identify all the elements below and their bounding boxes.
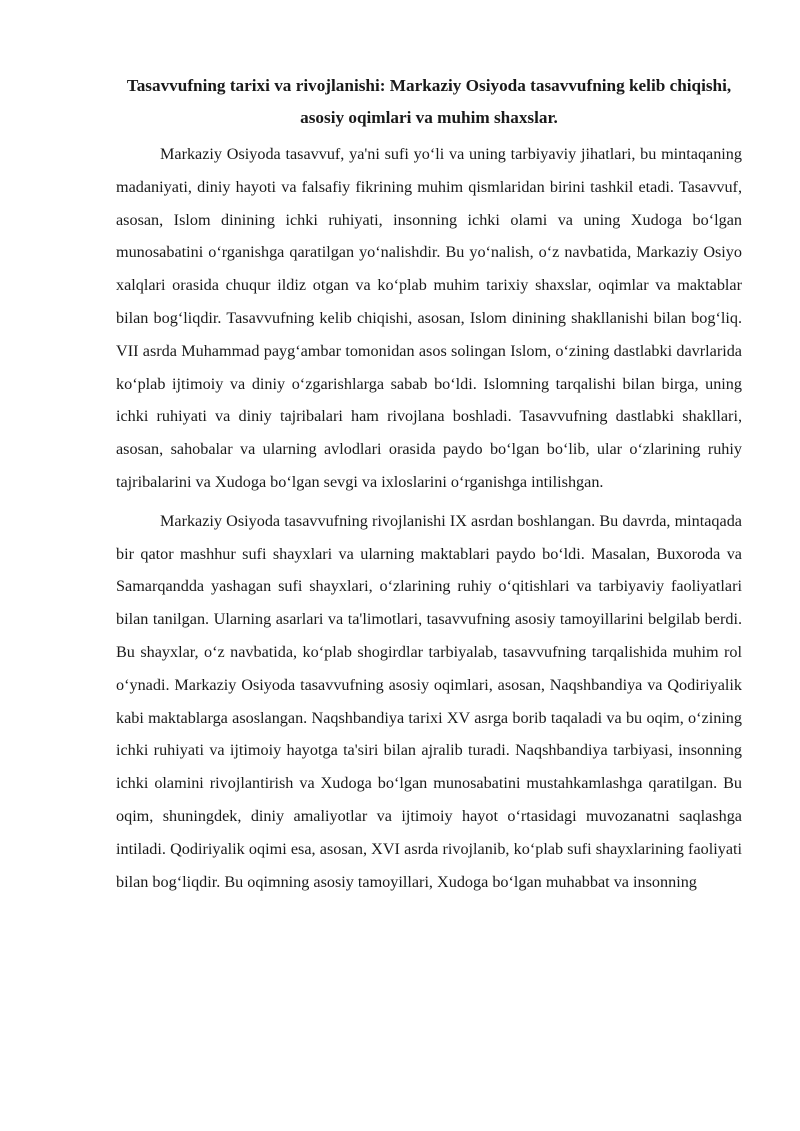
document-page	[116, 70, 742, 904]
paragraph-1: Markaziy Osiyoda tasavvuf, ya'ni sufi yo‘li va uning tarbiyaviy jihatlari, bu mintaqaning madaniyati, diniy hayoti va falsafiy fikrining muhim qismlaridan birini tashkil etadi. Tasavvuf, asosan, Islom dinining ichki ruhiyati, insonning ichki olami va uning Xudoga bo‘lgan munosabatini o‘rganishga qaratilgan yo‘nalishdir. Bu yo‘nalish, o‘z navbatida, Markaziy Osiyo xalqlari orasida chuqur ildiz otgan va ko‘plab muhim tarixiy shaxslar, oqimlar va maktablar bilan bog‘liqdir. Tasavvufning kelib chiqishi, asosan, Islom dinining shakllanishi bilan bog‘liq. VII asrda Muhammad payg‘ambar tomonidan asos solingan Islom, o‘zining dastlabki davrlarida ko‘plab ijtimoiy va diniy o‘zgarishlarga sabab bo‘ldi. Islomning tarqalishi bilan birga, uning ichki ruhiyati va diniy tajribalari ham rivojlana boshladi. Tasavvufning dastlabki shakllari, asosan, sahobalar va ularning avlodlari orasida paydo bo‘lgan bo‘lib, ular o‘zlarining ruhiy tajribalarini va Xudoga bo‘lgan sevgi va ixloslarini o‘rganishga intilishgan.	[116, 145, 742, 491]
paragraph-2: Markaziy Osiyoda tasavvufning rivojlanishi IX asrdan boshlangan. Bu davrda, mintaqada bir qator mashhur sufi shayxlari va ularning maktablari paydo bo‘ldi. Masalan, Buxoroda va Samarqandda yashagan sufi shayxlari, o‘zlarining ruhiy o‘qitishlari va tarbiyaviy faoliyatlari bilan tanilgan. Ularning asarlari va ta'limotlari, tasavvufning asosiy tamoyillarini belgilab berdi. Bu shayxlar, o‘z navbatida, ko‘plab shogirdlar tarbiyalab, tasavvufning tarqalishida muhim rol o‘ynadi. Markaziy Osiyoda tasavvufning asosiy oqimlari, asosan, Naqshbandiya va Qodiriyalik kabi maktablarga asoslangan. Naqshbandiya tarixi XV asrga borib taqaladi va bu oqim, o‘zining ichki ruhiyati va ijtimoiy hayotga ta'siri bilan ajralib turadi. Naqshbandiya tarbiyasi, insonning ichki olamini rivojlantirish va Xudoga bo‘lgan munosabatini mustahkamlashga qaratilgan. Bu oqim, shuningdek, diniy amaliyotlar va ijtimoiy hayot o‘rtasidagi muvozanatni saqlashga intiladi. Qodiriyalik oqimi esa, asosan, XVI asrda rivojlanib, ko‘plab sufi shayxlarining faoliyati bilan bog‘liqdir. Bu oqimning asosiy tamoyillari, Xudoga bo‘lgan muhabbat va insonning	[116, 511, 742, 891]
document-title: Tasavvufning tarixi va rivojlanishi: Markaziy Osiyoda tasavvufning kelib chiqishi, asosiy oqimlari va muhim shaxslar.	[126, 76, 732, 127]
